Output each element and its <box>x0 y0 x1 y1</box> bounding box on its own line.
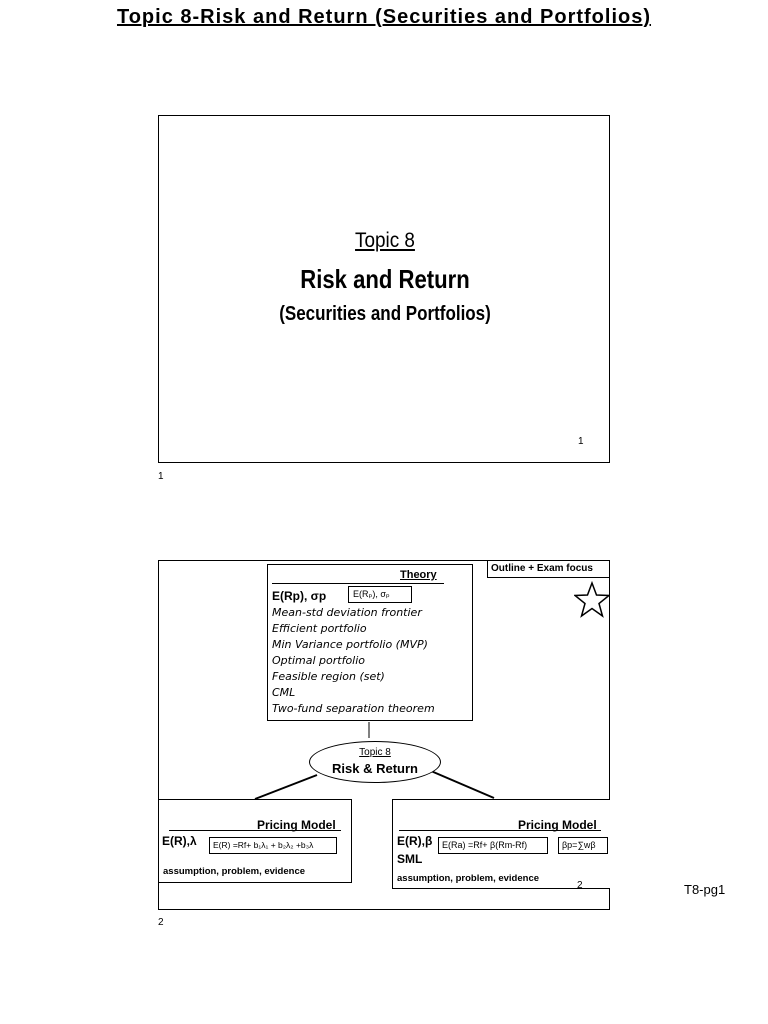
center-node <box>309 741 441 783</box>
right-model-note: assumption, problem, evidence <box>397 873 540 884</box>
page-label: T8-pg1 <box>684 882 726 897</box>
theory-item: Optimal portfolio <box>272 654 366 667</box>
slide-1 <box>158 115 610 463</box>
page-title: Topic 8-Risk and Return (Securities and Portfolios) <box>116 6 652 28</box>
slide-2 <box>158 560 610 910</box>
slide1-topic: Topic 8 <box>355 229 415 252</box>
left-model-formula: E(R) =Rf+ b₁λ₁ + b₂λ₂ +b₃λ <box>209 837 337 854</box>
theory-item: Feasible region (set) <box>272 670 385 683</box>
left-pricing-model-box <box>159 799 352 883</box>
right-model-formula: E(Ra) =Rf+ β(Rm-Rf) <box>438 837 548 854</box>
theory-item: CML <box>272 686 296 699</box>
left-model-symbol: E(R),λ <box>162 834 197 848</box>
theory-item: Mean-std deviation frontier <box>272 606 422 619</box>
right-model-symbol: E(R),β <box>397 834 433 848</box>
theory-item: Efficient portfolio <box>272 622 367 635</box>
slide1-subtitle: (Securities and Portfolios) <box>279 303 491 325</box>
theory-item: Min Variance portfolio (MVP) <box>272 638 428 651</box>
theory-first-line: E(Rp), σp <box>272 589 327 603</box>
right-model-sml: SML <box>397 852 423 866</box>
slide2-inner-page-number: 2 <box>577 880 583 891</box>
theory-formula-box: E(Rₚ), σₚ <box>348 586 412 603</box>
slide2-page-number: 2 <box>158 917 164 928</box>
theory-heading: Theory <box>400 569 437 581</box>
center-node-label: Risk & Return <box>332 761 418 776</box>
left-model-note: assumption, problem, evidence <box>163 866 306 877</box>
outline-exam-focus-label: Outline + Exam focus <box>487 561 609 578</box>
center-node-topic: Topic 8 <box>359 747 391 758</box>
left-model-heading: Pricing Model <box>257 818 336 832</box>
right-model-heading: Pricing Model <box>518 818 597 832</box>
slide1-page-number: 1 <box>158 471 164 482</box>
right-model-beta-formula: βp=∑wβ <box>558 837 608 854</box>
slide1-title: Risk and Return <box>300 264 470 294</box>
slide1-inner-page-number: 1 <box>578 436 584 447</box>
theory-item: Two-fund separation theorem <box>272 702 435 715</box>
right-pricing-model-box <box>392 799 610 889</box>
